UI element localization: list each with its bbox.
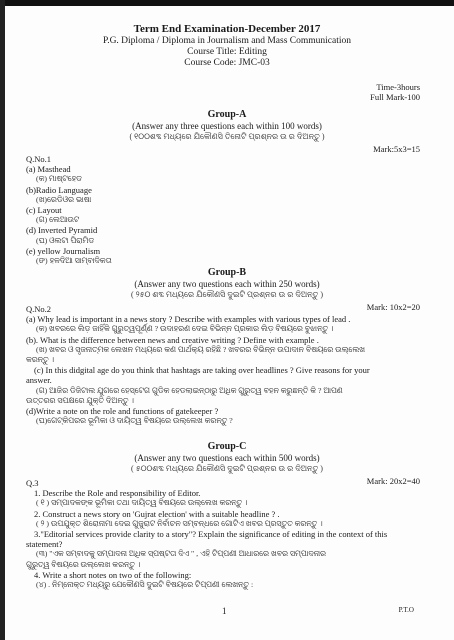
q3-3-line1: 3."Editorial services provide clarity to a story"? Explain the significance of editing in the context of this	[34, 529, 388, 540]
course-code: Course Code: JMC-03	[184, 58, 270, 68]
q2-b: (b). What is the difference between news and creative writing ? Define with example .	[26, 334, 319, 345]
q1-item-b-odia: (ଖ)ରେଡିଓର ଭାଷା	[36, 194, 92, 204]
q2-b-odia-line2: କରନ୍ତୁ ।	[26, 355, 55, 365]
q1-item-d-odia: (ଘ) ଓଲଟା ପିରାମିଡ	[36, 235, 95, 245]
group-c-mark: Mark: 20x2=40	[366, 476, 420, 486]
q2-d: (d)Write a note on the role and functions of gatekeeper ?	[26, 406, 219, 417]
q3-4: 4. Write a short notes on two of the following:	[34, 569, 192, 580]
group-c-title: Group-C	[207, 441, 247, 452]
q1-item-e-odia: (ଙ) ହଳଦିଆ ସାମ୍ବାଦିକତା	[36, 256, 112, 266]
q3-2: 2. Construct a news story on 'Gujrat election' with a suitable headline ? .	[34, 508, 280, 519]
group-b-instruction-odia: ( ୨୫୦ ଶବ୍ଦ ମଧ୍ୟରେ ଯିକୌଣସି ଦୁଇଟି ପ୍ରଶ୍ନର ଉ ର ଦିଅନ୍ତୁ )	[130, 290, 324, 299]
q1-item-d: (d) Inverted Pyramid	[26, 225, 98, 236]
q3-3-odia-line2: ଗୁରୁତ୍ୱ ବିଷୟରେ ଉଲ୍ଲେଖ କରନ୍ତୁ ।	[26, 559, 141, 569]
group-a-heading	[0, 108, 454, 142]
group-c-instruction: (Answer any two questions each within 500 words)	[134, 453, 320, 463]
scan-edge-left	[0, 0, 5, 640]
q3-1-odia: ( ୧ ) ସମ୍ପାଦକଙ୍କ ଭୂମିକା ତଥା ଦାୟିତ୍ୱ ବିଷୟରେ ଉଲ୍ଲେଖ କରନ୍ତୁ ।	[36, 498, 248, 508]
q3-4-odia: (୪) . ନିମ୍ନୋକ୍ତ ମଧ୍ୟରୁ ଯେକୌଣସି ଦୁଇଟି ବିଷୟରେ ଟିପ୍ପଣୀ ଲେଖନ୍ତୁ :	[36, 580, 254, 590]
q2-c-line1: (c) In this didgital age do you think that hashtags are taking over headlines ? Give reasons for your	[34, 365, 370, 376]
group-b-mark: Mark: 10x2=20	[366, 302, 420, 312]
scan-edge-top	[0, 0, 454, 6]
group-a-instruction-odia: ( ୧୦୦ଶବ୍ଦ ମଧ୍ୟରେ ଯିକୌଣସି ତିନୋଟି ପ୍ରଶ୍ନର ଉ ର ଦିଅନ୍ତୁ )	[129, 132, 325, 141]
q1-label: Q.No.1	[26, 154, 52, 164]
group-c-heading	[0, 440, 454, 474]
program-name: P.G. Diploma / Diploma in Journalism and Mass Communication	[102, 36, 352, 46]
group-b-title: Group-B	[207, 267, 247, 278]
q3-3-odia-line1: (୩) "ଏକ ସମ୍ବାଦକୁ ସମ୍ପାଦନା ଅଧିକ ସ୍ପଷ୍ଟତା ଦିଏ " , ଏହି ଟିପ୍ପଣୀ ଆଧାରରେ ଖବର ସମ୍ପାଦନାର	[36, 549, 326, 559]
q2-a: (a) Why lead is important in a news story ? Describe with examples with various types of lead .	[26, 314, 351, 325]
q1-item-e: (e) yellow Journalism	[26, 245, 101, 256]
pto-label: P.T.O	[398, 606, 414, 614]
q2-label: Q.No.2	[26, 304, 52, 314]
group-a-questions	[26, 154, 428, 266]
time-allowed: Time-3hours	[376, 82, 420, 92]
course-title: Course Title: Editing	[187, 47, 267, 57]
q2-d-odia: (ଘ)ଗେଟ୍‌କିପରର ଭୂମିକା ଓ ଦାୟିତ୍ୱ ବିଷୟରେ ଉଲ୍ଲେଖ କରନ୍ତୁ ?	[36, 416, 233, 426]
group-b-instruction: (Answer any two questions each within 250 words)	[134, 279, 320, 289]
page-number: 1	[222, 606, 227, 616]
group-b-heading	[0, 266, 454, 300]
q2-b-odia-line1: (ଖ) ଖବର ଓ ସୃଜନାତ୍ମକ ଲେଖନ ମଧ୍ୟରେ କଣ ପାର୍ଥକ୍ୟ ରହିଛି ? ଖବରର ବିଭିନ୍ନ ଉପାଦାନ ବିଷୟରେ ଉଲ୍ଲେଖ	[36, 344, 365, 354]
full-mark: Full Mark-100	[370, 92, 420, 102]
q3-2-odia: ( ୨ ) ଉପଯୁକ୍ତ ଶିରୋନାମା ଦେଇ ଗୁଜୁରାଟ ନିର୍ବାଚନ ସମ୍ବନ୍ଧରେ ଗୋଟିଏ ଖବର ପ୍ରସ୍ତୁତ କରନ୍ତୁ ।	[36, 518, 323, 528]
q1-item-b: (b)Radio Language	[26, 184, 92, 195]
group-a-title: Group-A	[207, 109, 247, 120]
group-a-instruction: (Answer any three questions each within 100 words)	[132, 121, 322, 131]
q1-item-a-odia: (କ) ମାଷ୍ଟହେଡ	[36, 174, 82, 184]
q1-item-c-odia: (ଗ) ଲେଆଉଟ	[36, 215, 80, 225]
q3-1: 1. Describe the Role and responsibility of Editor.	[34, 488, 201, 499]
q2-a-odia: (କ) ଖବରରେ ଲିଡ଼ ଜାହିଁକି ଗୁରୁତ୍ୱପୂର୍ଣ୍ଣ ? ଉଦାହରଣ ଦେଇ ବିଭିନ୍ନ ପ୍ରକାର ଲିଡ଼ ବିଷୟରେ ବୁଝାନ୍ତୁ ।	[36, 324, 334, 334]
q2-c-odia-line1: (ଗ) ଆଜିର ଡିଜିଟାଲ ଯୁଗରେ ହେସ୍‌ଟେଗ ଗୁଡିକ ହେଡଲାଇନ୍‌ଠାରୁ ଅଧିକ ଗୁରୁତ୍ୱ ବହନ କରୁଛନ୍ତି କି ? ଆପଣ	[36, 385, 343, 395]
q2-c-line2: answer.	[26, 375, 52, 386]
q1-item-a: (a) Masthead	[26, 164, 71, 175]
group-b-questions	[26, 304, 428, 426]
exam-title: Term End Examination-December 2017	[133, 23, 321, 35]
time-marks	[370, 82, 420, 102]
q1-item-c: (c) Layout	[26, 205, 62, 216]
exam-header	[0, 22, 454, 69]
q3-3-line2: statement?	[26, 539, 63, 550]
group-c-questions	[26, 478, 428, 590]
group-c-instruction-odia: ( ୫୦୦ଶବ୍ଦ ମଧ୍ୟରେ ଯିକୌଣସି ଦୁଇଟି ପ୍ରଶ୍ନର ଉ ର ଦିଅନ୍ତୁ )	[131, 464, 323, 473]
group-a-mark: Mark:5x3=15	[373, 144, 420, 154]
q2-c-odia-line2: ଉତ୍ତରର ସପକ୍ଷରେ ଯୁକ୍ତି ଦିଅନ୍ତୁ ।	[26, 395, 134, 405]
q3-label: Q.3	[26, 478, 39, 488]
